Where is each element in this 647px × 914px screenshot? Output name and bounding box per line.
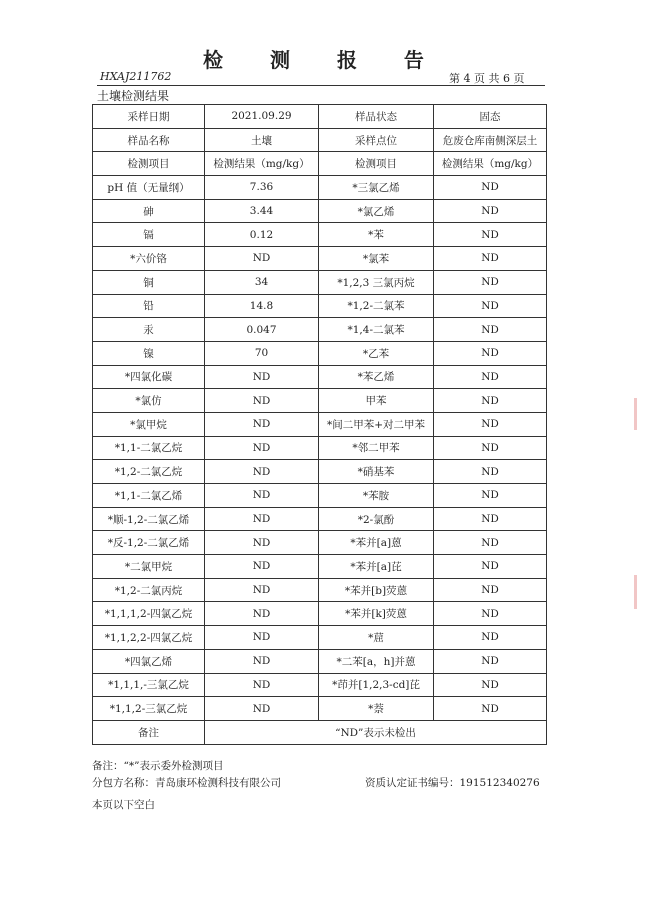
table-cell-col1: *六价铬 xyxy=(93,247,205,271)
remark-label: 备注 xyxy=(93,720,205,744)
table-cell-col4: 检测结果（mg/kg） xyxy=(434,152,547,176)
table-cell-col2: 0.12 xyxy=(205,223,319,247)
table-cell-col1: *反-1,2-二氯乙烯 xyxy=(93,531,205,555)
result-row xyxy=(93,602,547,626)
table-cell-col1: *1,1,2,2-四氯乙烷 xyxy=(93,626,205,650)
table-cell-col2: ND xyxy=(205,673,319,697)
table-cell-col1: 铜 xyxy=(93,270,205,294)
table-cell-col3: *茚并[1,2,3-cd]芘 xyxy=(319,673,434,697)
table-cell-col3: 样品状态 xyxy=(319,105,434,129)
table-cell-col3: *2-氯酚 xyxy=(319,507,434,531)
table-cell-col3: *苯并[k]荧蒽 xyxy=(319,602,434,626)
table-cell-col1: *1,2-二氯丙烷 xyxy=(93,578,205,602)
result-row xyxy=(93,294,547,318)
table-cell-col2: 2021.09.29 xyxy=(205,105,319,129)
certificate-number: 资质认定证书编号：191512340276 xyxy=(365,777,540,789)
seal-edge-mark xyxy=(634,575,637,609)
footnote-outsourced: 备注：“*”表示委外检测项目 xyxy=(92,760,224,772)
table-cell-col2: ND xyxy=(205,484,319,508)
table-cell-col4: ND xyxy=(434,412,547,436)
table-cell-col4: ND xyxy=(434,484,547,508)
table-cell-col4: 危废仓库南侧深层土 xyxy=(434,128,547,152)
table-cell-col2: ND xyxy=(205,365,319,389)
result-row xyxy=(93,436,547,460)
meta-row xyxy=(93,152,547,176)
result-row xyxy=(93,460,547,484)
result-row xyxy=(93,531,547,555)
remark-row xyxy=(93,720,547,744)
table-cell-col1: *1,1-二氯乙烯 xyxy=(93,484,205,508)
table-cell-col4: ND xyxy=(434,199,547,223)
section-title: 土壤检测结果 xyxy=(97,89,170,103)
table-cell-col4: ND xyxy=(434,270,547,294)
table-cell-col2: ND xyxy=(205,578,319,602)
result-row xyxy=(93,555,547,579)
table-cell-col2: ND xyxy=(205,626,319,650)
table-cell-col3: *乙苯 xyxy=(319,341,434,365)
result-row xyxy=(93,649,547,673)
table-cell-col3: *1,2-二氯苯 xyxy=(319,294,434,318)
table-cell-col3: *三氯乙烯 xyxy=(319,176,434,200)
table-cell-col4: ND xyxy=(434,176,547,200)
table-cell-col1: 铅 xyxy=(93,294,205,318)
table-cell-col4: ND xyxy=(434,697,547,721)
table-cell-col3: *间二甲苯+对二甲苯 xyxy=(319,412,434,436)
table-cell-col4: ND xyxy=(434,602,547,626)
table-cell-col1: 汞 xyxy=(93,318,205,342)
table-cell-col1: *1,1,1,2-四氯乙烷 xyxy=(93,602,205,626)
table-cell-col1: 砷 xyxy=(93,199,205,223)
seal-edge-mark xyxy=(634,398,637,430)
table-cell-col3: *1,2,3 三氯丙烷 xyxy=(319,270,434,294)
table-cell-col3: *氯苯 xyxy=(319,247,434,271)
table-cell-col1: 样品名称 xyxy=(93,128,205,152)
table-cell-col4: ND xyxy=(434,294,547,318)
result-row xyxy=(93,389,547,413)
table-cell-col2: ND xyxy=(205,602,319,626)
table-cell-col4: ND xyxy=(434,389,547,413)
table-cell-col2: 14.8 xyxy=(205,294,319,318)
table-cell-col3: *䓛 xyxy=(319,626,434,650)
table-cell-col4: ND xyxy=(434,341,547,365)
table-cell-col1: *1,2-二氯乙烷 xyxy=(93,460,205,484)
table-cell-col4: ND xyxy=(434,578,547,602)
report-title: 检 测 报 告 xyxy=(203,48,444,72)
table-cell-col2: ND xyxy=(205,649,319,673)
table-cell-col2: ND xyxy=(205,389,319,413)
table-cell-col4: ND xyxy=(434,436,547,460)
result-row xyxy=(93,247,547,271)
remark-value: “ND”表示未检出 xyxy=(205,720,547,744)
table-cell-col3: *苯并[a]蒽 xyxy=(319,531,434,555)
table-cell-col2: 70 xyxy=(205,341,319,365)
table-cell-col2: 34 xyxy=(205,270,319,294)
table-cell-col2: ND xyxy=(205,531,319,555)
table-cell-col3: *萘 xyxy=(319,697,434,721)
blank-below-note: 本页以下空白 xyxy=(92,799,155,811)
table-cell-col1: *顺-1,2-二氯乙烯 xyxy=(93,507,205,531)
table-cell-col4: ND xyxy=(434,555,547,579)
table-cell-col2: ND xyxy=(205,555,319,579)
result-row xyxy=(93,507,547,531)
subcontractor-name: 分包方名称：青岛康环检测科技有限公司 xyxy=(92,777,281,789)
results-table xyxy=(92,104,547,745)
table-cell-col3: *硝基苯 xyxy=(319,460,434,484)
results-table-body xyxy=(93,105,547,745)
table-cell-col1: 镍 xyxy=(93,341,205,365)
table-cell-col1: *四氯乙烯 xyxy=(93,649,205,673)
table-cell-col4: 固态 xyxy=(434,105,547,129)
table-cell-col2: 3.44 xyxy=(205,199,319,223)
table-cell-col1: 镉 xyxy=(93,223,205,247)
table-cell-col1: 检测项目 xyxy=(93,152,205,176)
table-cell-col2: 土壤 xyxy=(205,128,319,152)
table-cell-col3: *苯并[b]荧蒽 xyxy=(319,578,434,602)
table-cell-col1: *四氯化碳 xyxy=(93,365,205,389)
header-rule xyxy=(97,85,545,86)
table-cell-col3: *邻二甲苯 xyxy=(319,436,434,460)
result-row xyxy=(93,697,547,721)
table-cell-col3: *苯乙烯 xyxy=(319,365,434,389)
table-cell-col2: ND xyxy=(205,507,319,531)
table-cell-col4: ND xyxy=(434,626,547,650)
table-cell-col4: ND xyxy=(434,318,547,342)
result-row xyxy=(93,223,547,247)
table-cell-col4: ND xyxy=(434,223,547,247)
table-cell-col2: 7.36 xyxy=(205,176,319,200)
result-row xyxy=(93,365,547,389)
table-cell-col2: ND xyxy=(205,697,319,721)
table-cell-col2: ND xyxy=(205,460,319,484)
table-cell-col3: *苯 xyxy=(319,223,434,247)
table-cell-col2: ND xyxy=(205,247,319,271)
result-row xyxy=(93,626,547,650)
table-cell-col3: 检测项目 xyxy=(319,152,434,176)
report-number: HXAJ211762 xyxy=(100,70,172,83)
table-cell-col3: 采样点位 xyxy=(319,128,434,152)
table-cell-col3: *苯胺 xyxy=(319,484,434,508)
result-row xyxy=(93,673,547,697)
table-cell-col3: *苯并[a]芘 xyxy=(319,555,434,579)
table-cell-col4: ND xyxy=(434,673,547,697)
table-cell-col1: *二氯甲烷 xyxy=(93,555,205,579)
meta-row xyxy=(93,105,547,129)
table-cell-col1: *氯甲烷 xyxy=(93,412,205,436)
table-cell-col4: ND xyxy=(434,460,547,484)
result-row xyxy=(93,578,547,602)
result-row xyxy=(93,199,547,223)
table-cell-col1: *1,1,1,-三氯乙烷 xyxy=(93,673,205,697)
page-info: 第 4 页 共 6 页 xyxy=(449,72,525,85)
table-cell-col4: ND xyxy=(434,507,547,531)
table-cell-col4: ND xyxy=(434,365,547,389)
table-cell-col4: ND xyxy=(434,649,547,673)
table-cell-col1: *1,1-二氯乙烷 xyxy=(93,436,205,460)
table-cell-col4: ND xyxy=(434,531,547,555)
result-row xyxy=(93,412,547,436)
result-row xyxy=(93,318,547,342)
table-cell-col3: *二苯[a，h]并蒽 xyxy=(319,649,434,673)
meta-row xyxy=(93,128,547,152)
table-cell-col2: ND xyxy=(205,436,319,460)
table-cell-col1: 采样日期 xyxy=(93,105,205,129)
result-row xyxy=(93,341,547,365)
result-row xyxy=(93,176,547,200)
table-cell-col2: 检测结果（mg/kg） xyxy=(205,152,319,176)
table-cell-col4: ND xyxy=(434,247,547,271)
table-cell-col2: ND xyxy=(205,412,319,436)
table-cell-col1: *1,1,2-三氯乙烷 xyxy=(93,697,205,721)
table-cell-col3: *1,4-二氯苯 xyxy=(319,318,434,342)
result-row xyxy=(93,270,547,294)
result-row xyxy=(93,484,547,508)
table-cell-col3: 甲苯 xyxy=(319,389,434,413)
table-cell-col1: *氯仿 xyxy=(93,389,205,413)
table-cell-col3: *氯乙烯 xyxy=(319,199,434,223)
table-cell-col2: 0.047 xyxy=(205,318,319,342)
table-cell-col1: pH 值（无量纲） xyxy=(93,176,205,200)
